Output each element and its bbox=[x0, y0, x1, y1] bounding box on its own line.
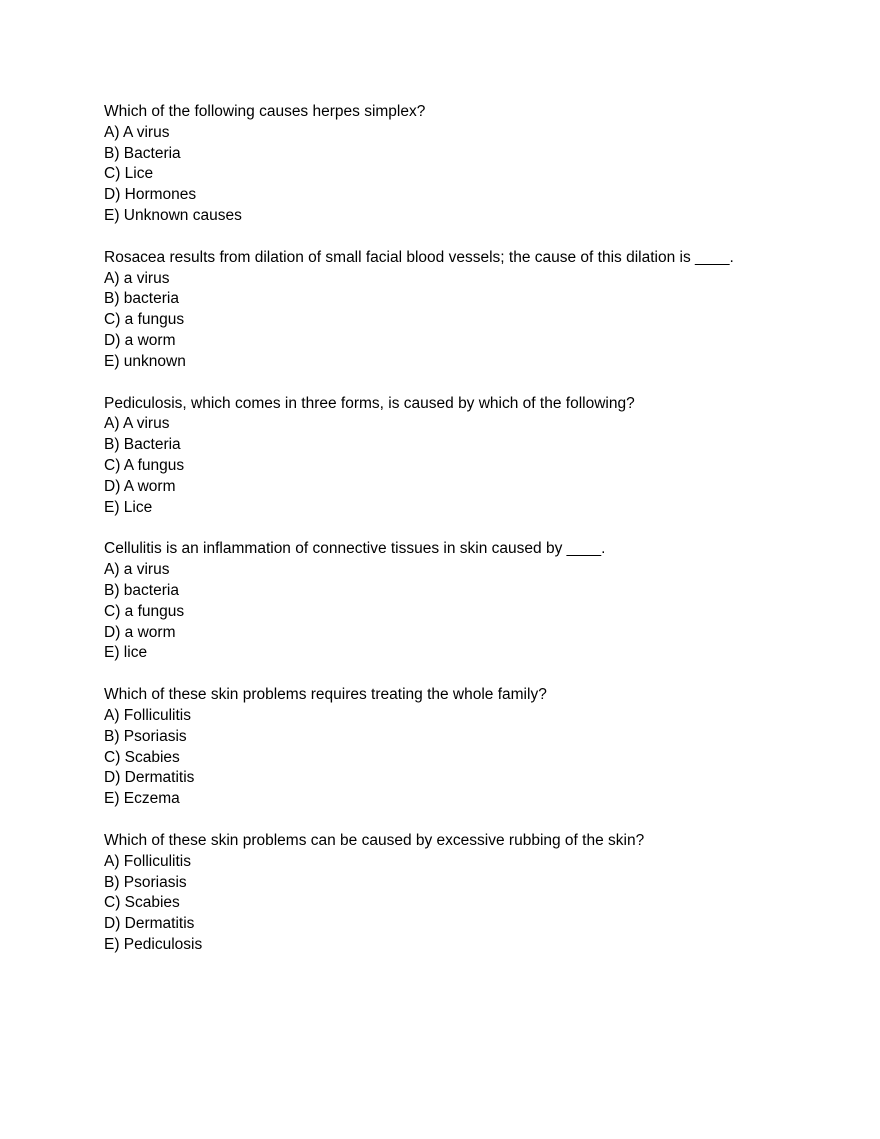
answer-option: D) a worm bbox=[104, 623, 176, 641]
answer-option: E) Eczema bbox=[104, 790, 180, 808]
answer-option: B) Psoriasis bbox=[104, 873, 187, 891]
answer-option: B) Bacteria bbox=[104, 144, 181, 162]
question-stem: Which of the following causes herpes simplex? bbox=[104, 103, 426, 120]
answer-option: E) Pediculosis bbox=[104, 935, 203, 953]
answer-option: A) Folliculitis bbox=[104, 852, 191, 870]
answer-option: A) a virus bbox=[104, 269, 170, 287]
question-3 bbox=[104, 394, 804, 519]
question-stem: Pediculosis, which comes in three forms, is caused by which of the following? bbox=[104, 394, 635, 412]
answer-option: D) Dermatitis bbox=[104, 915, 195, 933]
question-stem: Which of these skin problems requires treating the whole family? bbox=[104, 686, 547, 704]
answer-option: B) Bacteria bbox=[104, 436, 181, 454]
answer-option: B) bacteria bbox=[104, 581, 179, 599]
answer-option: D) Hormones bbox=[104, 186, 197, 204]
question-1 bbox=[104, 102, 804, 227]
answer-option: E) Unknown causes bbox=[104, 206, 242, 224]
question-stem: Which of these skin problems can be caused by excessive rubbing of the skin? bbox=[104, 831, 645, 849]
question-stem: Rosacea results from dilation of small facial blood vessels; the cause of this dilation is ____. bbox=[104, 248, 734, 266]
question-5 bbox=[104, 685, 804, 810]
answer-option: A) Folliculitis bbox=[104, 706, 191, 724]
answer-option: C) a fungus bbox=[104, 311, 185, 329]
answer-option: A) a virus bbox=[104, 561, 170, 579]
answer-option: B) bacteria bbox=[104, 290, 179, 308]
answer-option: D) a worm bbox=[104, 331, 176, 349]
question-4 bbox=[104, 539, 804, 664]
answer-option: C) Lice bbox=[104, 165, 154, 183]
answer-option: E) Lice bbox=[104, 498, 153, 516]
answer-option: C) Scabies bbox=[104, 894, 180, 912]
question-stem: Cellulitis is an inflammation of connective tissues in skin caused by ____. bbox=[104, 540, 606, 558]
answer-option: C) Scabies bbox=[104, 748, 180, 766]
document-page bbox=[104, 102, 804, 977]
answer-option: E) unknown bbox=[104, 352, 186, 370]
answer-option: C) A fungus bbox=[104, 456, 185, 474]
answer-option: C) a fungus bbox=[104, 602, 185, 620]
answer-option: D) A worm bbox=[104, 477, 176, 495]
question-2 bbox=[104, 248, 804, 373]
answer-option: B) Psoriasis bbox=[104, 727, 187, 745]
question-6 bbox=[104, 831, 804, 956]
answer-option: D) Dermatitis bbox=[104, 769, 195, 787]
answer-option: A) A virus bbox=[104, 415, 170, 433]
answer-option: E) lice bbox=[104, 644, 148, 662]
answer-option: A) A virus bbox=[104, 123, 170, 141]
